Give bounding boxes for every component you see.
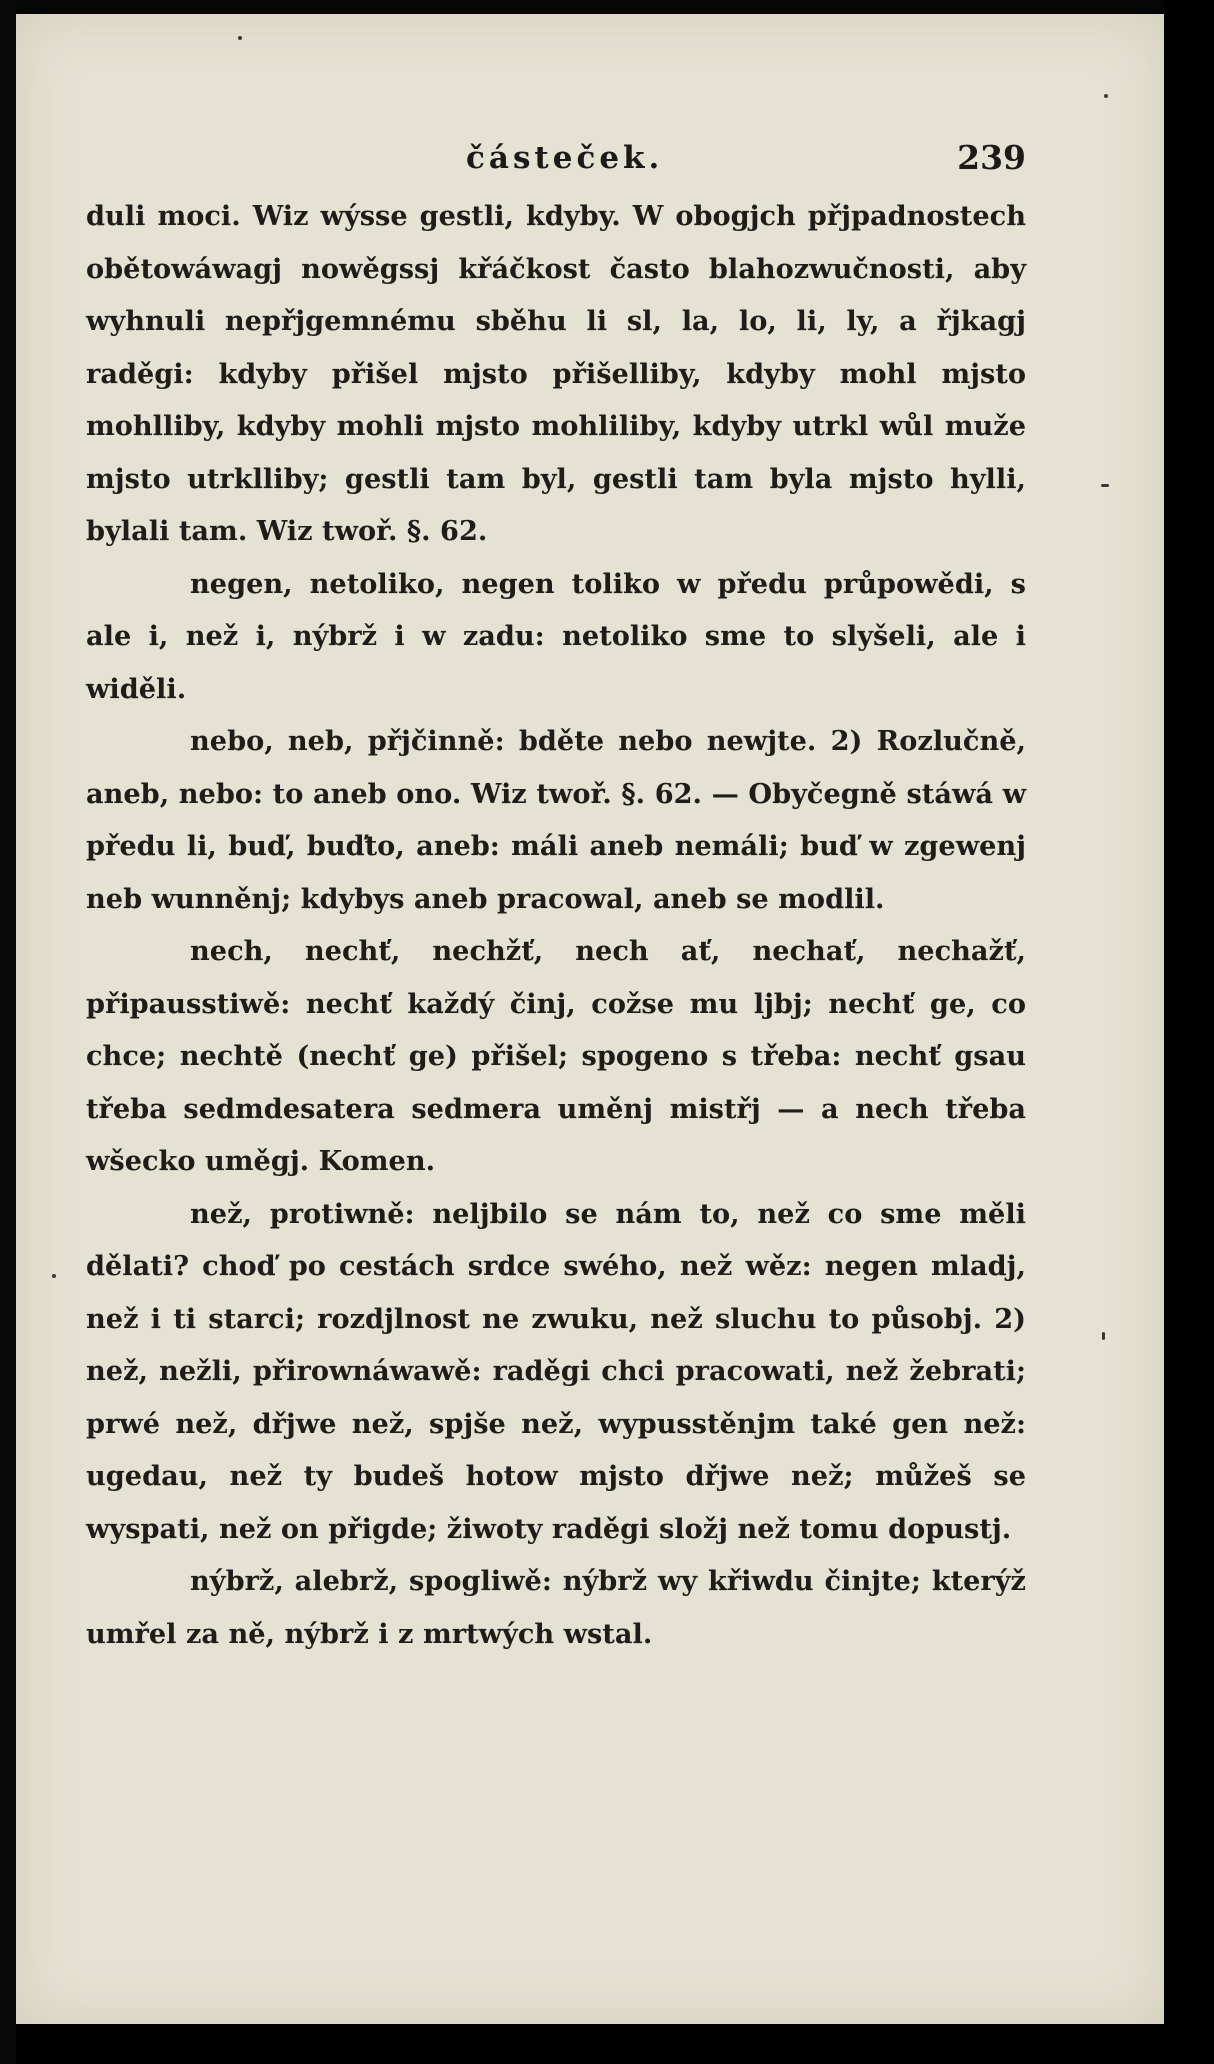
paper-speck bbox=[1102, 1332, 1105, 1340]
paragraph-nybrz: nýbrž, alebrž, spogliwě: nýbrž wy křiwdu činjte; kterýž umřel za ně, nýbrž i z mrtwých wstal. bbox=[86, 1565, 1026, 1650]
page-number: 239 bbox=[957, 138, 1026, 177]
paper-speck bbox=[1101, 484, 1109, 487]
paragraph-nez: než, protiwně: neljbilo se nám to, než co sme měli dělati? choď po cestách srdce swého, než wěz: negen mladj, než i ti starci; rozdjlnost ne zwuku, než sluchu to působj. 2) než, nežli, přirownáwawě: raděgi chci pracowati, než žebrati; prwé než, dřjwe než, spjše než, wypusstěnjm také gen než: ugedau, než ty budeš hotow mjsto dřjwe než; můžeš se wyspati, než on přigde; žiwoty raděgi složj než tomu dopustj. bbox=[86, 1197, 1026, 1545]
paragraph-continuation: duli moci. Wiz wýsse gestli, kdyby. W obogjch přjpadnostech obětowáwagj nowěgssj křáčkost často blahozwučnosti, aby wyhnuli nepřjgemnému sběhu li sl, la, lo, li, ly, a řjkagj raděgi: kdyby přišel mjsto přišelliby, kdyby mohl mjsto mohlliby, kdyby mohli mjsto mohliliby, kdyby utrkl wůl muže mjsto utrklliby; gestli tam byl, gestli tam byla mjsto hylli, bylali tam. Wiz twoř. §. 62. bbox=[86, 200, 1026, 547]
paper-speck bbox=[52, 1274, 56, 1278]
paper-speck bbox=[238, 36, 242, 40]
paragraph-nech: nech, nechť, nechžť, nech ať, nechať, nechažť, připausstiwě: nechť každý činj, cožse mu ljbj; nechť ge, co chce; nechtě (nechť ge) přišel; spogeno s třeba: nechť gsau třeba sedmdesatera sedmera uměnj mistřj — a nech třeba wšecko uměgj. Komen. bbox=[86, 935, 1026, 1177]
running-title: částeček. bbox=[466, 140, 664, 176]
scan-right-border bbox=[1164, 0, 1214, 2064]
paragraph-nebo: nebo, neb, přjčinně: bděte nebo newjte. 2) Rozlučně, aneb, nebo: to aneb ono. Wiz twoř. §. 62. — Obyčegně stáwá w předu li, buď, buďto, aneb: máli aneb nemáli; buď w zgewenj neb wunněnj; kdybys aneb pracowal, aneb se modlil. bbox=[86, 725, 1026, 915]
scan-top-border bbox=[0, 0, 1214, 14]
running-head bbox=[86, 128, 1026, 190]
paragraph-negen: negen, netoliko, negen toliko w předu průpowědi, s ale i, než i, nýbrž i w zadu: netoliko sme to slyšeli, ale i widěli. bbox=[86, 567, 1026, 705]
page-content bbox=[86, 128, 1026, 1660]
scan-left-border bbox=[0, 0, 16, 2064]
body-text bbox=[86, 190, 1026, 1660]
paper-speck bbox=[1104, 94, 1108, 98]
